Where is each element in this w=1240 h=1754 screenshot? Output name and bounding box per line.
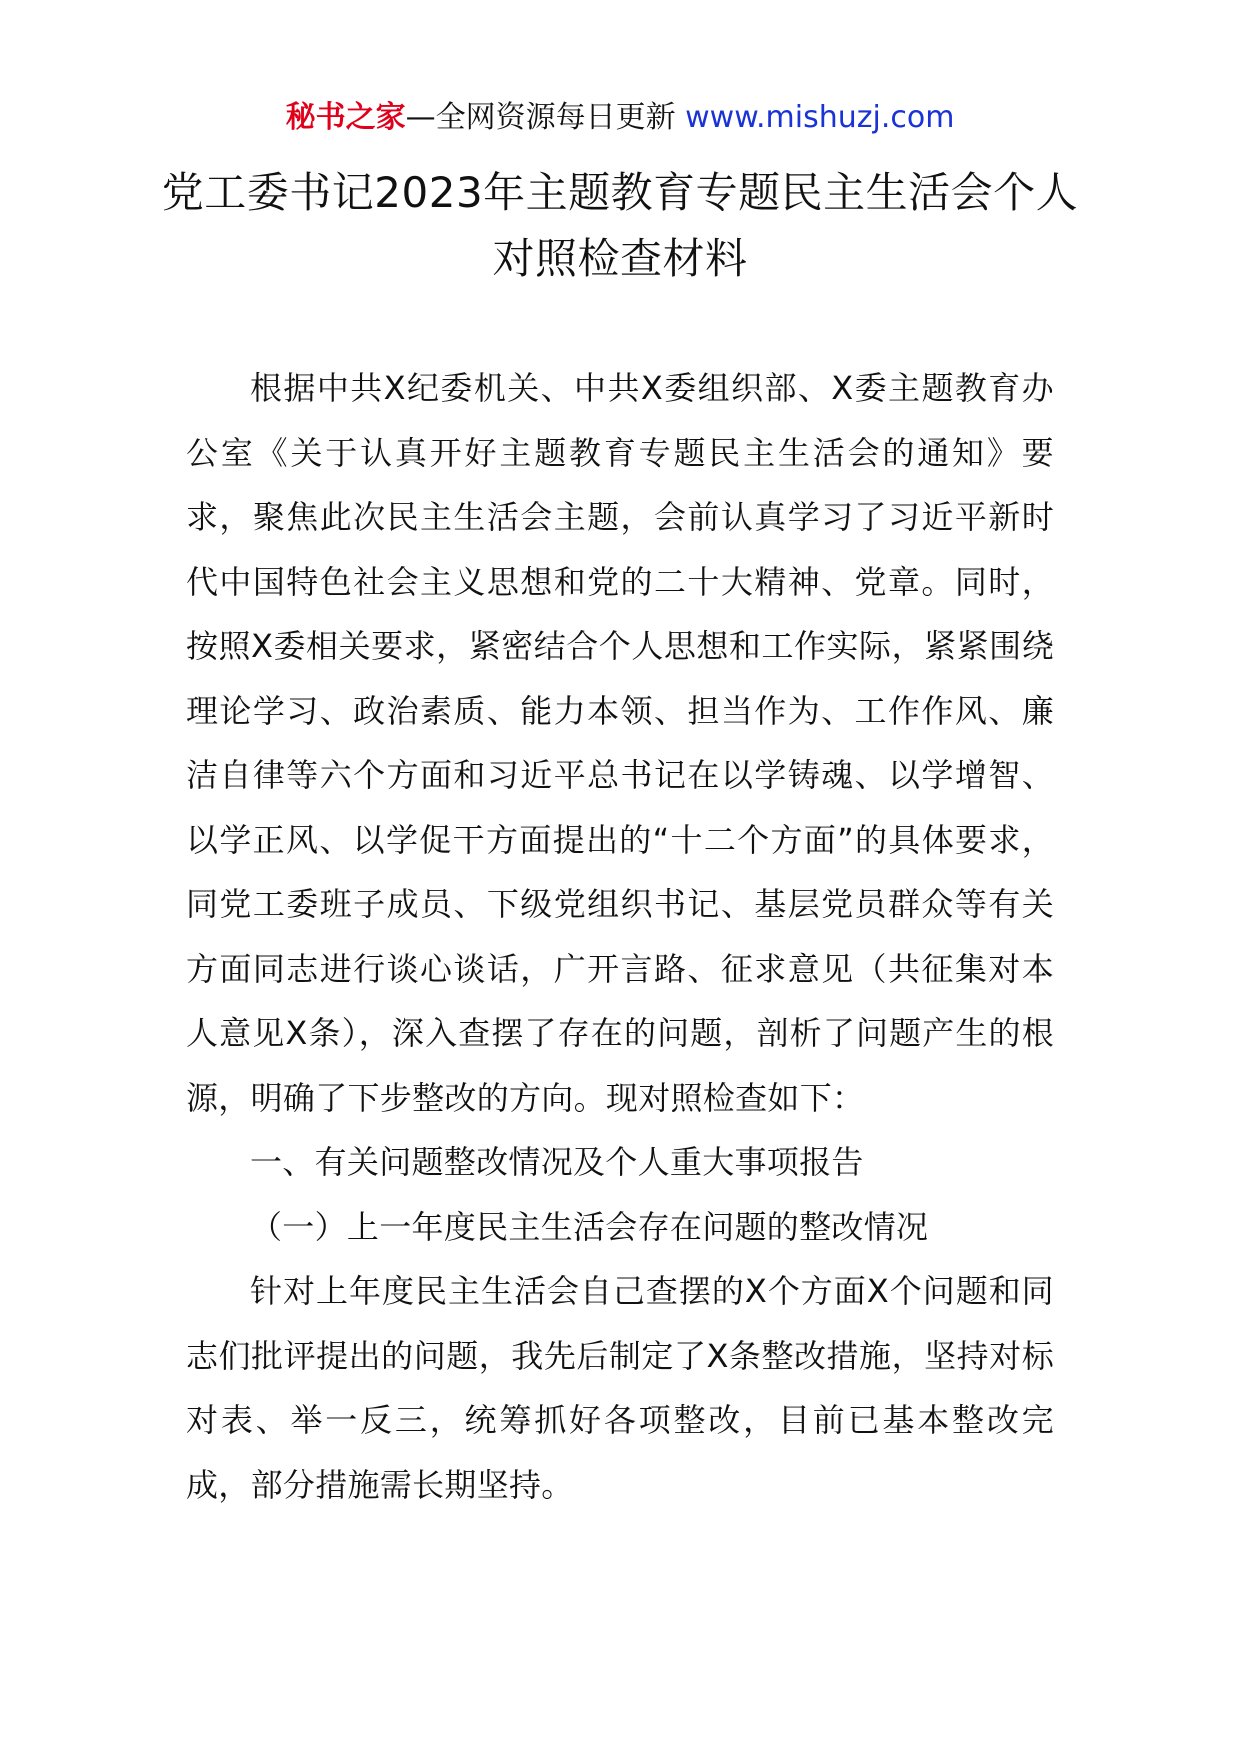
subsection-heading: （一）上一年度民主生活会存在问题的整改情况 bbox=[250, 1207, 929, 1246]
site-tagline: —全网资源每日更新 bbox=[405, 100, 686, 135]
site-header bbox=[0, 98, 1240, 138]
section-heading: 一、有关问题整改情况及个人重大事项报告 bbox=[250, 1143, 864, 1181]
site-brand: 秘书之家 bbox=[285, 100, 406, 135]
intro-paragraph: 根据中共X纪委机关、中共X委组织部、X委主题教育办公室《关于认真开好主题教育专题民主生活会的通知》要求，聚焦此次民主生活会主题，会前认真学习了习近平新时代中国特色社会主义思想和党的二十大精神、党章。同时，按照X委相关要求，紧密结合个人思想和工作实际，紧紧围绕理论学习、政治素质、能力本领、担当作为、工作作风、廉洁自律等六个方面和习近平总书记在以学铸魂、以学增智、以学正风、以学促干方面提出的“十二个方面”的具体要求，同党工委班子成员、下级党组织书记、基层党员群众等有关方面同志进行谈心谈话，广开言路、征求意见（共征集对本人意见X条），深入查摆了存在的问题，剖析了问题产生的根源，明确了下步整改的方向。现对照检查如下： bbox=[186, 369, 1054, 1117]
document-body bbox=[186, 356, 1054, 1517]
body-paragraph: 针对上年度民主生活会自己查摆的X个方面X个问题和同志们批评提出的问题，我先后制定了X条整改措施，坚持对标对表、举一反三，统筹抓好各项整改，目前已基本整改完成，部分措施需长期坚持。 bbox=[186, 1272, 1054, 1504]
document-title: 党工委书记2023年主题教育专题民主生活会个人对照检查材料 bbox=[161, 168, 1079, 283]
site-url-link[interactable]: www.mishuzj.com bbox=[685, 100, 955, 135]
